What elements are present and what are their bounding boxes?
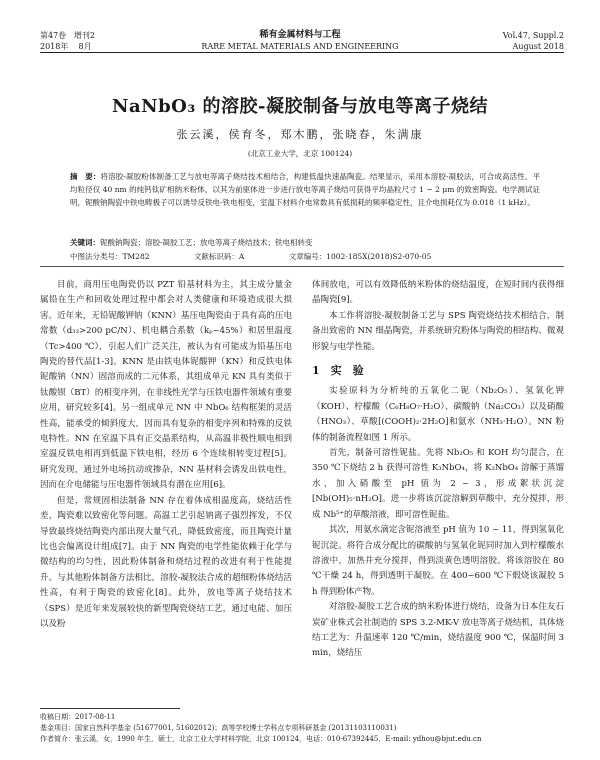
journal-name-en: RARE METAL MATERIALS AND ENGINEERING (201, 42, 399, 51)
section-heading: 1 实 验 (312, 364, 364, 378)
body-paragraph: 首先，制备可溶性铌盐。先将 Nb₂O₅ 和 KOH 均匀混合，在 350 ℃下烧结 2 h 获得可溶性 K₃NbO₄，将 K₃NbO₄ 溶解于蒸馏水，加入硝酸至 pH 值为 2 ~ 3，形成絮状沉淀[Nb(OH)₅·nH₂O]。进一步将该沉淀溶解到草酸中，充分搅拌，形成 Nb⁵⁺的草酸溶液，即可溶性铌盐。 (312, 448, 564, 520)
running-header (0, 0, 600, 56)
received-date: 收稿日期：2017-08-11 (40, 713, 116, 721)
keywords (70, 236, 540, 249)
body-paragraph: 本工作将溶胶-凝胶制备工艺与 SPS 陶瓷烧结技术相结合，制备出致密的 NN 细晶陶瓷，并系统研究粉体与陶瓷的相结构、微观形貌与电学性能。 (312, 310, 564, 352)
header-supplement: 增刊2 (73, 31, 95, 40)
header-volume-en: Vol.47, Suppl.2 (502, 31, 564, 40)
keywords-text: 铌酸钠陶瓷；溶胶-凝胶工艺；放电等离子烧结技术；铁电相转变 (100, 238, 313, 247)
abstract-label: 摘 要： (70, 172, 101, 181)
abstract-text: 将溶胶-凝胶粉体制备工艺与放电等离子烧结技术相结合，构建低温快速晶陶瓷。结果显示，采用本溶胶-凝胶法，可合成高活性、平均粒径仅 40 nm 的纯钙钛矿相纳米粉体，以其为前驱体进一步进行放电等离子烧结可获得平均晶粒尺寸 1 ~ 2 μm 的致密陶瓷。电学测试证明，铌酸钠陶瓷中铁电畴极子可以诱导反铁电-铁电相变，室温下材料介电常数具有低损耗的频率稳定性，且介电损耗仅为 0.018（1 kHz）。 (70, 172, 540, 207)
document-code: 文献标识码：A (193, 252, 245, 261)
author-info: 作者简介：张云溪，女，1990 年生，硕士，北京工业大学材料学院，北京 100124，电话：010-67392445，E-mail: ydhou@bjut.edu.cn (40, 735, 482, 743)
fund-info: 基金项目：国家自然科学基金 (51677001, 51602012)；高等学校博士学科点专项科研基金 (20131103110031) (40, 724, 397, 732)
body-paragraph: 目前，商用压电陶瓷仍以 PZT 铅基材料为主，其主成分量金属铅在生产和回收处理过程中都会对人类健康和环境造成很大损害。近年来，无铅铌酸钾钠（KNN）基压电陶瓷由于具有高的压电常数（d₃₃>200 pC/N）、机电耦合系数（kₚ~45%）和居里温度（Tc>400 ℃），引起人们广泛关注，被认为有可能成为铅基压电陶瓷的替代品[1-3]。KNN 是由铁电体铌酸钾（KN）和反铁电体铌酸钠（NN）固溶而成的二元体系，其组成单元 KN 具有类似于钛酸钡（BT）的相变序列，在非线性光学与压铁电器件领域有重要应用，研究较多[4]。另一组成单元 NN 中 NbO₆ 结构框架的灵活性高，能承受的倾斜度大，因而具有复杂的相变序列和特殊的反铁电特性。NN 在室温下具有正交晶系结构，从高温非极性顺电相到室温反铁电相再到低温下铁电相，经历 6 个连续相转变过程[5]。研究发现，通过外电场抗动或掺杂，NN 基材料会诱发出铁电性，因而在介电储能与压电器件领域具有潜在应用[6]。 (40, 280, 292, 491)
header-month: 8月 (78, 42, 92, 51)
header-volume: 第47卷 (40, 31, 67, 40)
header-date-en: August 2018 (512, 42, 564, 51)
body-paragraph: 体间放电，可以有效降低纳米粉体的烧结温度，在短时间内获得细晶陶瓷[9]。 (312, 280, 564, 306)
paper-title: NaNbO₃ 的溶胶-凝胶制备与放电等离子烧结 (112, 96, 488, 117)
classification-line (70, 250, 540, 263)
keywords-label: 关键词： (70, 238, 100, 247)
right-column (312, 278, 564, 662)
authors: 张云溪，侯育冬，郑木鹏，张晓春，朱满康 (176, 128, 424, 141)
body-paragraph: 其次，用氨水滴定含铌溶液至 pH 值为 10 ~ 11，得到氢氧化铌沉淀。将符合成分配比的碳酸钠与氢氧化铌同时加入到柠檬酸水溶液中，加热并充分搅拌，得到淡黄色透明溶胶。将该溶胶在 80 ℃干燥 24 h，得到透明干凝胶。在 400~600 ℃下煅烧该凝胶 5 h 得到粉体产物。 (312, 525, 564, 597)
left-column (40, 278, 292, 632)
body-paragraph: 但是，常规固相法制备 NN 存在着体成相温度高，烧结活性差，陶瓷难以致密化等问题。高温工艺引起钠离子强烈挥发，不仅导致最终烧结陶瓷内部出现大量气孔，降低致密度，而且陶瓷计量比也会偏离设计组成[7]。由于 NN 陶瓷的电学性能依赖于化学与微结构的均匀性，因此粉体制备和烧结过程的改进有利于性能提升。与其他粉体制备方法相比，溶胶-凝胶法合成的超细粉体烧结活性高，有利于陶瓷的致密化[8]。此外，放电等离子烧结技术（SPS）是近年来发展较快的新型陶瓷烧结工艺，通过电能、加压以及粉 (40, 495, 292, 629)
header-right (503, 30, 564, 52)
body-paragraph: 对溶胶-凝胶工艺合成的纳米粉体进行烧结，设备为日本住友石炭矿业株式会社制造的 SPS 3.2-MK-V 放电等离子烧结机，具体烧结工艺为：升温速率 120 ℃/min，烧结温度 900 ℃，保温时间 3 min，烧结压 (312, 602, 564, 659)
affiliation: (北京工业大学，北京 100124) (247, 149, 353, 158)
clc-number: 中图法分类号：TM282 (70, 252, 150, 261)
footnotes (40, 712, 564, 745)
abstract-divider (40, 266, 564, 267)
header-rule (40, 52, 564, 53)
journal-name-zh: 稀有金属材料与工程 (259, 30, 341, 40)
article-id: 文章编号：1002-185X(2018)S2-070-05 (288, 252, 432, 261)
abstract (70, 170, 540, 209)
header-year: 2018年 (40, 42, 69, 51)
body-paragraph: 实验原料为分析纯的五氧化二铌（Nb₂O₅）、氢氧化钾（KOH）、柠檬酸（C₆H₈O₇·H₂O）、碳酸钠（Na₂CO₃）以及硝酸（HNO₃）、草酸[(COOH)₂·2H₂O]和氨水（NH₃·H₂O）。NN 粉体的制备流程如图 1 所示。 (312, 386, 564, 443)
footnote-rule (40, 708, 180, 709)
